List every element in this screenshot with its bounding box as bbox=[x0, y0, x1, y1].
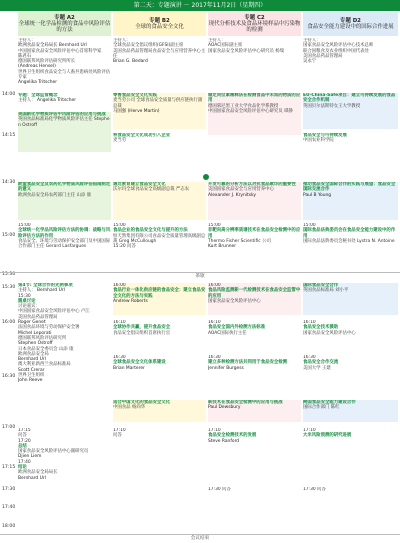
session-text: 16:10 bbox=[208, 320, 221, 325]
session-title: 食品企业的食品安全文化与提升的方法 bbox=[113, 228, 188, 234]
speaker-name: Bernhard Url bbox=[18, 475, 46, 481]
time-label: 15:30 bbox=[2, 272, 16, 277]
session-text: 国际合作部门 陈红 bbox=[303, 405, 340, 411]
speaker-name: Jennifer Burgess bbox=[208, 365, 244, 371]
session-block bbox=[208, 182, 301, 220]
session-block bbox=[18, 428, 111, 522]
session-title: 圆桌讨论 bbox=[18, 298, 36, 304]
session-text: 英国贝尔法斯特女王大学教授 bbox=[303, 103, 361, 109]
session-block bbox=[18, 93, 111, 107]
session-title: 专题：全球监管概念 bbox=[18, 93, 58, 98]
session-title: 食品风险监测新一代检测技术在食品安全监管中的应用 bbox=[208, 288, 301, 299]
session-text: 16:10 bbox=[113, 320, 126, 325]
session-title: 建立多种检测方法共同用于食品安全检测 bbox=[208, 360, 288, 366]
session-text: 17:30 问答 bbox=[303, 487, 326, 492]
session-text: 沃尔玛全球食品安全高级副总裁 严志农 bbox=[113, 187, 190, 193]
time-label: 16:00 bbox=[2, 320, 16, 325]
session-text: 美国食品药品管理局 bbox=[303, 53, 343, 59]
time-label: 17:00 bbox=[2, 425, 16, 430]
time-label: 17:40 bbox=[2, 505, 16, 510]
session-text: 15:00 bbox=[208, 223, 221, 228]
session-text: 美国国家食品安全与应用营养中心 bbox=[208, 187, 274, 193]
session-text: 澳大利亚新西兰食品标准局 bbox=[18, 362, 71, 368]
session-block bbox=[113, 283, 206, 315]
speaker-name: Djien Liem bbox=[18, 454, 42, 460]
session-text: 欧洲食品安全局局长 bbox=[18, 470, 58, 476]
time-label: 14:00 bbox=[2, 92, 16, 97]
column-title: 专题 B2 bbox=[149, 17, 170, 24]
speaker-name: Stephen Ostroff bbox=[18, 341, 53, 347]
session-block bbox=[113, 320, 206, 350]
speaker-name: Brian Marterer bbox=[113, 365, 145, 371]
session-text: 中国国家食品安全风险评估中心首席科学家 bbox=[18, 48, 102, 54]
column-subtitle: 食品安全能力建设中的国际合作进展 bbox=[307, 24, 394, 30]
session-text: 麦当劳 bbox=[113, 138, 127, 144]
session-text: 国家食品安全风险评估中心副研究员 bbox=[18, 449, 89, 455]
session-title: 通过教育建立食品安全文化 bbox=[113, 182, 166, 187]
column-title: 专题 D2 bbox=[340, 17, 361, 24]
session-text: 美国食品药品管理局 bbox=[18, 314, 58, 320]
session-block bbox=[208, 93, 301, 135]
time-label: 15:00 bbox=[2, 233, 16, 238]
session-block bbox=[113, 223, 206, 269]
time-label: 18:00 bbox=[2, 524, 16, 529]
session-text: 世界卫生组织食品安全与人畜共患病处风险评估专家 bbox=[18, 69, 111, 81]
column-title: 专题 C2 bbox=[244, 14, 265, 21]
speaker-name: Angelika Tritscher bbox=[18, 80, 58, 86]
session-title: 第4节: 全球合作的先例事项 bbox=[18, 283, 73, 288]
session-title: 全球协作共赢，提升食品安全 bbox=[113, 325, 171, 331]
session-text: 法国食品环境与劳动保护安全署 bbox=[18, 325, 80, 331]
session-text: 主持人： bbox=[18, 38, 36, 43]
session-title: 新技术在食品安全检测中的应用与挑战 bbox=[208, 400, 283, 405]
session-block bbox=[18, 112, 111, 152]
session-title: 全球食品安全文化体系建设 bbox=[113, 360, 166, 366]
session-block bbox=[113, 428, 206, 442]
session-text: 国家食品安全风险评估中心技术总师 bbox=[303, 43, 374, 49]
session-title: 适合中国文化的食品安全文化 bbox=[113, 400, 171, 405]
tea-break-bar: 茶歇 bbox=[0, 272, 400, 279]
speaker-name: 主持人： Angelika Tritscher bbox=[18, 98, 76, 104]
time-label: 15:30 bbox=[2, 285, 16, 290]
session-text: 15:00 bbox=[113, 223, 126, 228]
session-text: 17:10 bbox=[113, 428, 126, 433]
session-text: 主持人： bbox=[113, 38, 131, 43]
session-block bbox=[208, 320, 301, 350]
session-text: 麦当劳公司 全球食品安全质量与供应链执行副总裁 bbox=[113, 98, 203, 109]
session-text: 德国慕尼黑工业大学食品化学系教授 bbox=[208, 103, 279, 109]
session-text: 国家食品安全风险评估中心 bbox=[303, 330, 356, 336]
session-title: 欧盟食品安全及农药化学物质风险评估指南制定的意义 bbox=[18, 182, 111, 193]
session-text: 17:15 bbox=[18, 428, 31, 433]
session-text: 16:00 bbox=[113, 283, 126, 288]
session-text: 15:20 问答 bbox=[113, 244, 136, 250]
session-title: 推动食品安全国际合作的实践与展望：食品安全国际交流合作 bbox=[303, 182, 396, 193]
session-title: 食品安全合作交流 bbox=[303, 360, 339, 366]
session-text: 德国联邦风险评估研究所 bbox=[18, 335, 67, 341]
session-block bbox=[303, 182, 398, 220]
session-title: 全球统一化学品风险评估方法的协调：战略与风险评估方法的作用 bbox=[18, 228, 111, 239]
session-text: Thermo Fisher Scientific 公司 bbox=[208, 238, 271, 244]
session-text: 德国联邦风险评估研究所所长 bbox=[18, 59, 76, 65]
session-title: 跨国食品安全能力建设合作 bbox=[303, 400, 356, 405]
session-text: 国家食品安全风险评估中心 bbox=[208, 298, 261, 304]
session-text: 英国食品标准局 刘小平 bbox=[303, 288, 349, 294]
session-text: 欧洲食品安全局 bbox=[18, 351, 49, 357]
speaker-name: Scott Crerar bbox=[18, 367, 45, 373]
session-title: 总结 bbox=[18, 443, 27, 449]
session-block bbox=[208, 428, 301, 458]
session-block bbox=[113, 38, 206, 86]
column-subtitle: 全球的食品安全文化 bbox=[135, 24, 184, 30]
session-text: 恒天然集团有限公司食品安全质量管理高级副总裁 Greg McCullough bbox=[113, 233, 206, 244]
session-block bbox=[303, 428, 398, 458]
session-text: 国家食品安全风险评估中心研究员 杨瑞 bbox=[208, 48, 285, 54]
session-text: AOAC国际执行主任 bbox=[208, 330, 247, 336]
session-block bbox=[18, 283, 111, 423]
time-label: 16:30 bbox=[2, 374, 16, 379]
session-text: 食品安全倡议组织首席执行官 bbox=[113, 330, 171, 336]
session-text: 欧洲食品安全局农药部门主任 山添 康 bbox=[18, 192, 92, 198]
session-block bbox=[113, 133, 206, 173]
session-text: 主持人： bbox=[208, 38, 226, 43]
session-block bbox=[113, 400, 206, 422]
session-block bbox=[303, 320, 398, 350]
session-block bbox=[208, 283, 301, 315]
session-text: 问答 bbox=[18, 433, 27, 439]
time-label: 17:15 bbox=[2, 465, 16, 470]
column-subtitle: 现代分析技术及食品环境样品中污染物的检测 bbox=[208, 20, 301, 34]
session-text: 17:40 bbox=[18, 459, 31, 465]
session-text: 中国食品 杨尚华 bbox=[113, 405, 146, 411]
session-text: 食品安全、环境与劳动保护安全部门及中国国际合作部门主任 Gerard Lasfargues bbox=[18, 238, 111, 250]
speaker-name: Michel Leporati bbox=[18, 330, 52, 336]
day-banner: 第二天：专题演讲 － 2017年11月2日（星期四） bbox=[0, 0, 400, 11]
session-title: 稳定同位素稀释法在检测食品中未知的物质的应用 bbox=[208, 93, 301, 104]
session-title: 美国新化学物质评估中风险评估的应用与挑战 bbox=[18, 112, 106, 117]
session-text: 17:30 问答 bbox=[208, 487, 231, 492]
session-block bbox=[303, 283, 398, 315]
session-text: 美国大学 王建 bbox=[303, 365, 331, 371]
session-text: AOAC国际副主席 bbox=[208, 43, 243, 49]
session-text: 问答 bbox=[113, 433, 122, 439]
time-label: 14:15 bbox=[2, 133, 16, 138]
session-title: 食品安全检测技术的发展 bbox=[208, 433, 257, 439]
speaker-name: John Reeve bbox=[18, 378, 43, 384]
session-block bbox=[208, 38, 301, 86]
speaker-name: Roger Genet bbox=[18, 320, 46, 326]
break-marker-icon bbox=[203, 174, 209, 180]
session-block bbox=[208, 355, 301, 393]
session-block bbox=[18, 38, 111, 88]
session-text: 16:30 bbox=[113, 355, 126, 360]
speaker-name: 欧洲食品安全局局长 Bernhard Url bbox=[18, 43, 87, 49]
session-text: 全球食品安全倡议组织(GFSI)副主席 bbox=[113, 43, 184, 49]
session-block bbox=[208, 223, 301, 269]
speaker-name: 主持人： Bernhard Url bbox=[18, 288, 65, 294]
session-block bbox=[303, 38, 398, 88]
session-block bbox=[303, 133, 398, 173]
speaker-name: Paul B Young bbox=[303, 192, 332, 198]
speaker-name: 吴永宁 bbox=[303, 59, 317, 65]
session-text: 联合国粮食及农业组织中国代表处 bbox=[303, 48, 369, 54]
session-text: 17:10 bbox=[303, 428, 316, 433]
column-title: 专题 A2 bbox=[54, 14, 75, 21]
session-text: 讨论嘉宾： bbox=[18, 304, 40, 310]
session-text: 主持人： bbox=[303, 38, 321, 43]
session-block bbox=[113, 182, 206, 220]
session-title: 食品安全与可持续发展 bbox=[303, 133, 347, 138]
session-text: 中国国家食品安全风险评估中心 卢江 bbox=[18, 309, 90, 315]
session-text: 15:30 bbox=[18, 293, 31, 299]
session-text: 16:30 bbox=[208, 355, 221, 360]
session-block bbox=[113, 93, 206, 129]
session-title: 零售食品安全文化实践 bbox=[113, 93, 157, 98]
session-title: 食品行业一体化供应链的食品安全：建立食品安全文化的方法与实践 bbox=[113, 288, 206, 299]
speaker-name: 陈君石 bbox=[18, 53, 32, 59]
session-text: 16:00 bbox=[208, 283, 221, 288]
session-text: 国际食品法典委员会秘书处 Lystra N. Antoine bbox=[303, 238, 395, 244]
column-header-d2 bbox=[303, 12, 398, 36]
time-label: 14:30 bbox=[2, 180, 16, 185]
speaker-name: 马国强 (Herve Martin) bbox=[113, 108, 160, 114]
session-title: 结论 bbox=[18, 465, 27, 471]
session-block bbox=[303, 487, 398, 497]
session-text: 中国国家食品安全风险评估中心研究员 谭静 bbox=[208, 108, 293, 114]
column-header-c2 bbox=[208, 12, 301, 36]
session-title: 国际食品法典委员会在食品安全能力建设中的作用 bbox=[303, 228, 396, 239]
time-label: 17:30 bbox=[2, 487, 16, 492]
session-block bbox=[113, 355, 206, 393]
speaker-name: Steve Ranford bbox=[208, 438, 240, 444]
column-header-a2 bbox=[18, 12, 111, 36]
session-end-bar: 会议结束 bbox=[0, 534, 400, 541]
session-block bbox=[208, 487, 301, 497]
session-text: 15:00 bbox=[303, 223, 316, 228]
session-text: 15:00 bbox=[18, 223, 31, 228]
session-text: 英国食品标准局化学物质风险评估主任 Stephen Ostroff bbox=[18, 117, 110, 128]
speaker-name: Bernhard Url bbox=[18, 357, 46, 363]
session-text: 中国农业科学院 bbox=[303, 138, 334, 144]
session-block bbox=[303, 93, 398, 129]
session-title: 食品安全技术援助 bbox=[303, 325, 339, 331]
session-text: 16:30 bbox=[303, 355, 316, 360]
session-text: 17:10 bbox=[208, 428, 221, 433]
session-block bbox=[303, 355, 398, 393]
session-text: 16:10 bbox=[303, 320, 316, 325]
session-title: 非靶向高分辨率质谱技术在食品安全检测中的应用 bbox=[208, 228, 301, 239]
speaker-name: Andrew Roberts bbox=[113, 298, 148, 304]
session-text: 日本食品安全委员会 山添 康 bbox=[18, 346, 74, 352]
column-subtitle: 全球统一化学品检测的食品中风险评估的方法 bbox=[18, 20, 111, 34]
speaker-name: Kurt Brunner bbox=[208, 244, 237, 250]
session-block bbox=[303, 223, 398, 269]
session-block bbox=[18, 182, 111, 220]
session-text: 世界卫生组织 bbox=[18, 373, 45, 379]
speaker-name: Brian G. Bedard bbox=[113, 59, 148, 65]
session-title: 将食品安全文化成功引入企业 bbox=[113, 133, 171, 138]
session-text: 17:20 bbox=[18, 438, 31, 444]
session-title: 国际食品安全合作 bbox=[303, 283, 339, 288]
session-title: EU-China-Safe项目：建立可持续发展的食品安全合作机制 bbox=[303, 93, 396, 104]
column-header-b2 bbox=[113, 12, 206, 36]
speaker-name: Paul Dewsbury bbox=[208, 405, 241, 411]
session-title: 食品安全国内外检测方法标准 bbox=[208, 325, 266, 331]
session-block bbox=[208, 400, 301, 422]
session-block bbox=[18, 223, 111, 269]
speaker-name: Alexander J. Krynitsky bbox=[208, 192, 256, 198]
session-block bbox=[303, 400, 398, 422]
session-title: 开发可靠的分析方法以对抗食品欺诈的重要性 bbox=[208, 182, 296, 187]
session-text: 美国食品药品管理局食品安全与应用营养中心主任 bbox=[113, 48, 206, 59]
speaker-name: (Andreas Hensel) bbox=[18, 64, 56, 70]
session-title: 大米风险预测的研究进展 bbox=[303, 433, 352, 439]
